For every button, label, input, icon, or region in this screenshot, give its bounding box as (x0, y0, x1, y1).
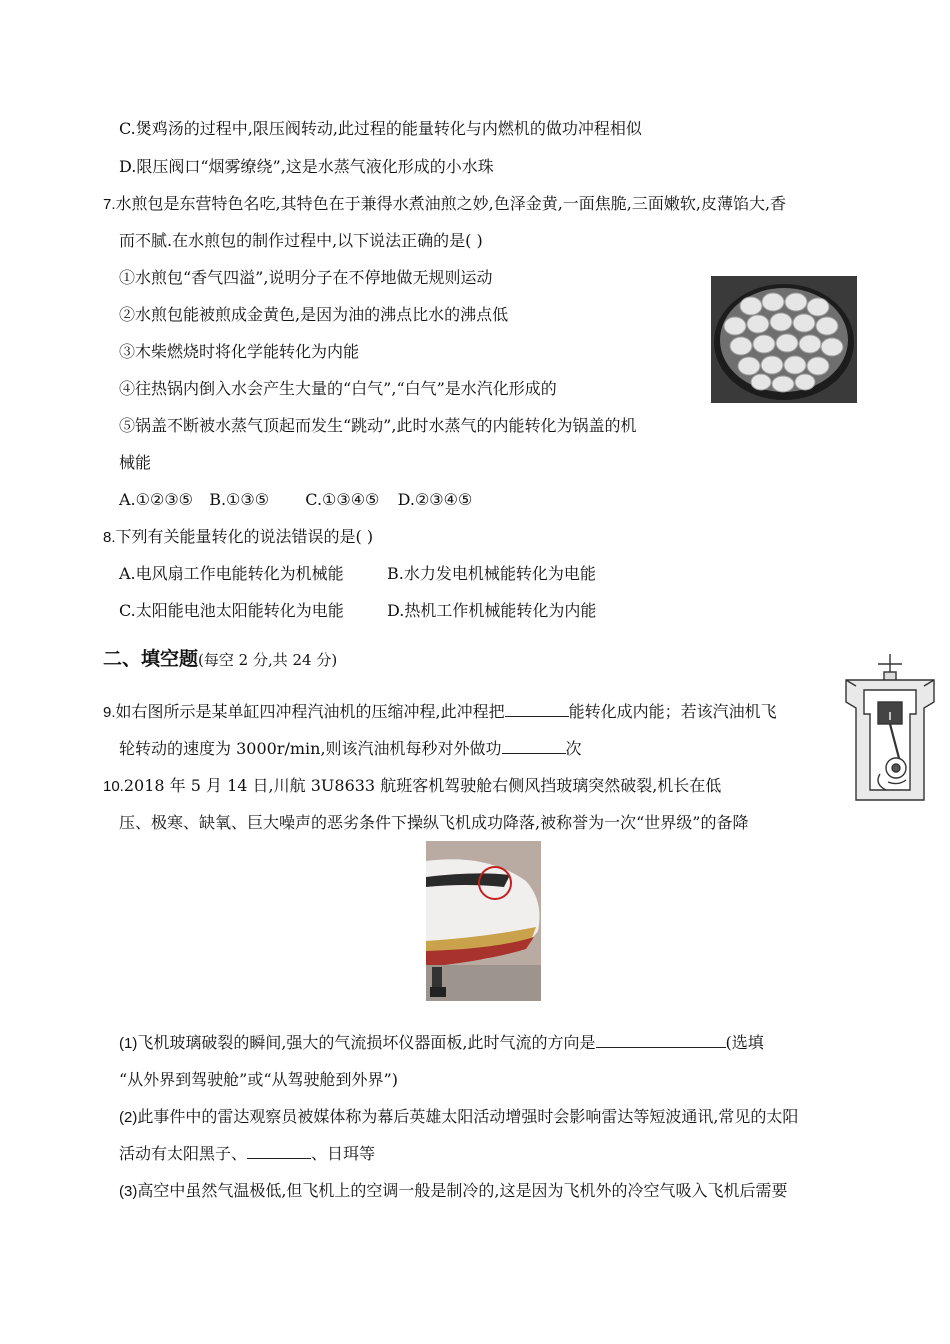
q10-line2: 压、极寒、缺氧、巨大噪声的恶劣条件下操纵飞机成功降落,被称誉为一次“世界级”的备降 (119, 813, 749, 832)
q10-part2-blank[interactable] (247, 1143, 311, 1159)
q8-option-a: A.电风扇工作电能转化为机械能 (119, 564, 344, 583)
q7-option-d: D.②③④⑤ (397, 490, 473, 509)
q10-part1-blank[interactable] (596, 1032, 726, 1048)
q7-statement-5-cont: 械能 (119, 453, 152, 472)
q10-part1-number: (1) (119, 1035, 138, 1052)
q10-part2-line2 (119, 1143, 375, 1165)
q7-statement-1: ①水煎包“香气四溢”,说明分子在不停地做无规则运动 (119, 268, 493, 287)
q9-text-1b: 能转化成内能；若该汽油机飞 (568, 702, 777, 721)
q10-part3-number: (3) (119, 1183, 138, 1200)
q9-text-1a: 如右图所示是某单缸四冲程汽油机的压缩冲程,此冲程把 (115, 702, 505, 721)
q7-stem-line2: 而不腻.在水煎包的制作过程中,以下说法正确的是( ) (119, 231, 483, 250)
q10-part2-line1 (119, 1106, 798, 1129)
q10-number: 10. (103, 778, 124, 795)
q9-line2 (119, 738, 582, 760)
q7-option-a: A.①②③⑤ (119, 490, 194, 509)
q10-text-1: 2018 年 5 月 14 日,川航 3U8633 航班客机驾驶舱右侧风挡玻璃突然破裂,机长在低 (123, 776, 722, 795)
q8-option-b: B.水力发电机械能转化为电能 (387, 564, 596, 583)
q6-option-c: C.煲鸡汤的过程中,限压阀转动,此过程的能量转化与内燃机的做功冲程相似 (119, 119, 642, 138)
section-fill-in-heading (103, 647, 337, 672)
q10-part1-select-note: (选填 (725, 1033, 764, 1052)
engine-compression-diagram (842, 650, 938, 806)
q7-number: 7. (103, 196, 116, 213)
q7-statement-4: ④往热锅内倒入水会产生大量的“白气”,“白气”是水汽化形成的 (119, 379, 557, 398)
q10-part3-text: 高空中虽然气温极低,但飞机上的空调一般是制冷的,这是因为飞机外的冷空气吸入飞机后需要 (137, 1181, 788, 1200)
q10-part2-number: (2) (119, 1109, 138, 1126)
q7-option-c: C.①③④⑤ (305, 490, 380, 509)
section-title: 二、填空题 (103, 648, 199, 670)
q7-statement-3: ③木柴燃烧时将化学能转化为内能 (119, 342, 360, 361)
q10-part1-line1 (119, 1032, 764, 1055)
section-scoring-note: (每空 2 分,共 24 分) (198, 651, 338, 669)
q7-options (119, 489, 472, 511)
fried-buns-photo (711, 276, 857, 403)
q7-stem-text: 水煎包是东营特色名吃,其特色在于兼得水煮油煎之妙,色泽金黄,一面焦脆,三面嫩软,皮薄馅大,香 (115, 194, 787, 213)
q10-part1-text: 飞机玻璃破裂的瞬间,强大的气流损坏仪器面板,此时气流的方向是 (137, 1033, 596, 1052)
q9-blank-2[interactable] (502, 738, 566, 754)
q10-line1 (103, 775, 721, 798)
q8-stem (103, 526, 373, 549)
q8-option-c: C.太阳能电池太阳能转化为电能 (119, 601, 344, 620)
q8-stem-text: 下列有关能量转化的说法错误的是( ) (115, 527, 374, 546)
q7-option-b: B.①③⑤ (209, 490, 270, 509)
q10-part3-line1 (119, 1180, 788, 1203)
airplane-cockpit-photo (426, 841, 541, 1001)
q9-number: 9. (103, 704, 116, 721)
q8-option-d: D.热机工作机械能转化为内能 (387, 601, 597, 620)
q10-part1-line2: “从外界到驾驶舱”或“从驾驶舱到外界”) (119, 1070, 398, 1089)
q6-option-d: D.限压阀口“烟雾缭绕”,这是水蒸气液化形成的小水珠 (119, 157, 494, 176)
q10-part2-text-b: 活动有太阳黑子、 (119, 1144, 248, 1163)
q8-number: 8. (103, 529, 116, 546)
q9-text-2a: 轮转动的速度为 3000r/min,则该汽油机每秒对外做功 (119, 739, 502, 758)
q9-blank-1[interactable] (505, 701, 569, 717)
q10-part2-text-c: 、日珥等 (311, 1144, 376, 1163)
q7-statement-2: ②水煎包能被煎成金黄色,是因为油的沸点比水的沸点低 (119, 305, 509, 324)
q10-part2-text: 此事件中的雷达观察员被媒体称为幕后英雄太阳活动增强时会影响雷达等短波通讯,常见的太阳 (137, 1107, 799, 1126)
q7-stem-line1 (103, 193, 786, 216)
q7-statement-5: ⑤锅盖不断被水蒸气顶起而发生“跳动”,此时水蒸气的内能转化为锅盖的机 (119, 416, 637, 435)
q9-line1 (103, 701, 777, 724)
q9-text-2b: 次 (565, 739, 582, 758)
